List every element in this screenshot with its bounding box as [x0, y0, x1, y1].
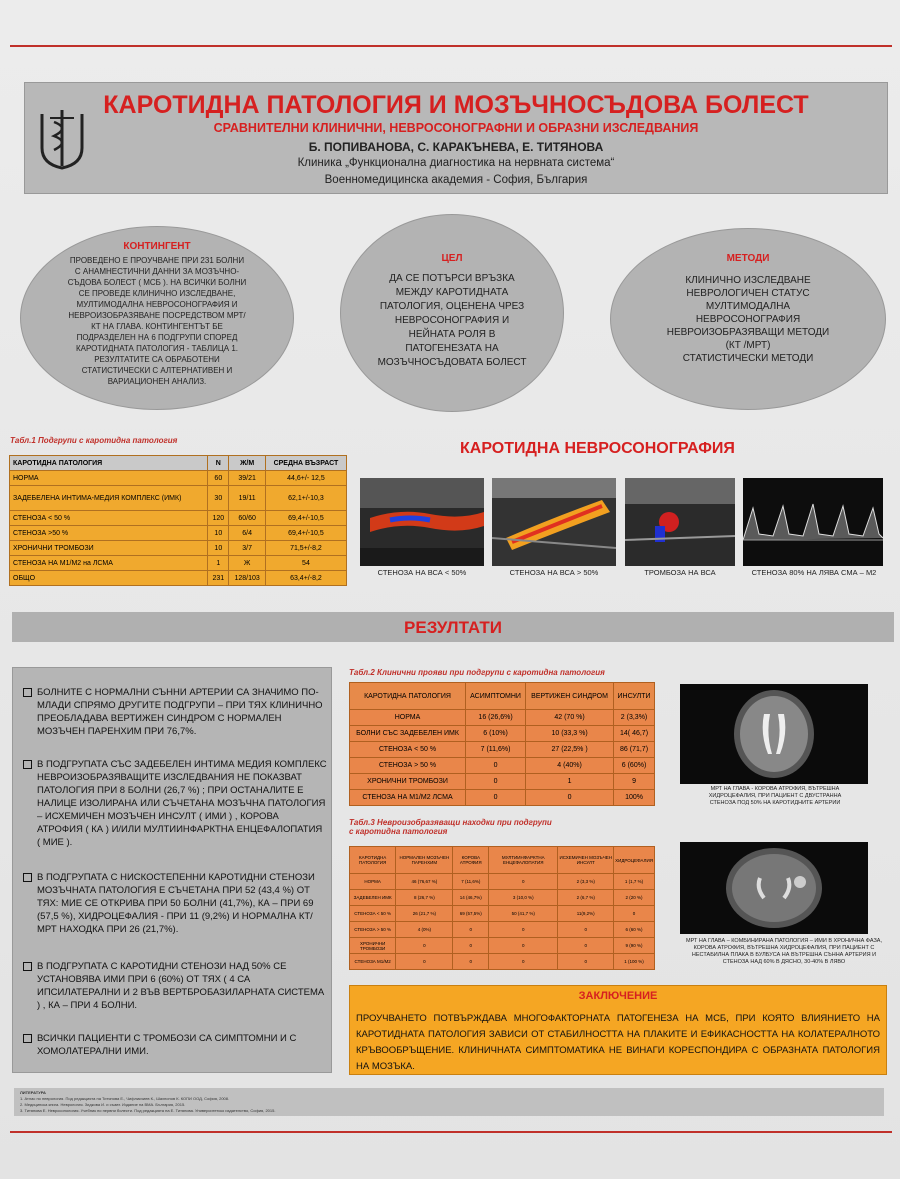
table-row: СТЕНОЗА > 50 % 4 (0%) 0 0 0 6 (60 %): [350, 922, 655, 938]
contingent-text: ПРОВЕДЕНО Е ПРОУЧВАНЕ ПРИ 231 БОЛНИ С АНАМНЕСТИЧНИ ДАННИ ЗА МОЗЪЧНО- СЪДОВА БОЛЕСТ ( МСБ ). НА ВСИЧКИ БОЛНИ СЕ ПРОВЕДЕ КЛИНИЧНО ИЗСЛЕДВАНЕ, МУЛТИМОДАЛНА НЕВРОСОНОГРАФИЯ И НЕВРОИЗОБРАЗЯВАНЕ ПОСРЕДСТВОМ МРТ/ КТ НА ГЛАВА. КОНТИНГЕНТЪТ БЕ ПОДРАЗДЕЛЕН НА 6 ПОДГРУПИ СПОРЕД КАРОТИДНАТА ПАТОЛОГИЯ - ТАБЛИЦА 1. РЕЗУЛТАТИТЕ СА ОБРАБОТЕНИ СТАТИСТИЧЕСКИ С АЛТЕРНАТИВЕН И ВАРИАЦИОНЕН АНАЛИЗ.: [67, 256, 247, 386]
table-row: СТЕНОЗА М1/М2 0 0 0 0 1 (100 %): [350, 954, 655, 970]
ultrasound-image-1: [360, 478, 484, 566]
us-caption-4: СТЕНОЗА 80% НА ЛЯВА СМА – М2: [751, 568, 877, 577]
mri-caption-2: МРТ НА ГЛАВА – КОМБИНИРАНА ПАТОЛОГИЯ – ИМИ В ХРОНИЧНА ФАЗА, КОРОВА АТРОФИЯ, ВЪТРЕШНА ХИДРОЦЕФАЛИЯ, ПРИ ПАЦИЕНТ С НЕСТАБИЛНА ПЛАКА В БУЛБУСА НА ВЪТРЕШНА СЪННА АРТЕРИЯ И СТЕНОЗА НАД 60% В ДЯСНО, 30-40% В ЛЯВО: [686, 938, 882, 965]
conclusion-heading: ЗАКЛЮЧЕНИЕ: [578, 990, 658, 1002]
table3-caption: Табл.3 Невроизобразяващи находки при подгрупи с каротидна патология: [349, 818, 552, 836]
neurosono-title: КАРОТИДНА НЕВРОСОНОГРАФИЯ: [460, 440, 735, 457]
table-row: НОРМА 16 (26,6%) 42 (70 %) 2 (3,3%): [350, 710, 655, 726]
table-row: БОЛНИ СЪС ЗАДЕБЕЛЕН ИМК 6 (10%) 10 (33,3 %) 14( 46,7): [350, 726, 655, 742]
table3: [349, 846, 655, 970]
conclusion-text: ПРОУЧВАНЕТО ПОТВЪРЖДАВА МНОГОФАКТОРНАТА ПАТОГЕНЕЗА НА МСБ, ПРИ КОЯТО ВЛИЯНИЕТО НА КАРОТИДНАТА ПАТОЛОГИЯ ЗАВИСИ ОТ СТАБИЛНОСТТА НА ПЛАКИТЕ И ЕФИКАСНОСТТА НА КОЛАТЕРАЛНОТО КРЪВООБРЪЩЕНИЕ. КЛИНИЧНАТА СИМПТОМАТИКА НЕ ВИНАГИ КОРЕСПОНДИРА С ОБРАЗНАТА ПАТОЛОГИЯ НА МОЗЪКА.: [356, 1013, 880, 1072]
mri-caption-1: МРТ НА ГЛАВА - КОРОВА АТРОФИЯ, ВЪТРЕШНА ХИДРОЦЕФАЛИЯ, ПРИ ПАЦИЕНТ С ДВУСТРАННА СТЕНОЗА ПОД 50% НА КАРОТИДНИТЕ АРТЕРИИ: [708, 786, 842, 806]
checkbox-square-icon: [23, 760, 32, 769]
ultrasound-image-3: [625, 478, 735, 566]
table-row: НОРМА 46 (76,67 %) 7 (11,6%) 0 2 (3,3 %) 1 (1,7 %): [350, 874, 655, 890]
table-row: СТЕНОЗА > 50 % 0 4 (40%) 6 (60%): [350, 758, 655, 774]
header-panel: [24, 82, 888, 194]
ultrasound-image-4: [743, 478, 883, 566]
conclusion-panel: [349, 985, 887, 1075]
table-row: СТЕНОЗА < 50 % 26 (21,7 %) 69 (57,5%) 50 (41,7 %) 11(9,2%) 0: [350, 906, 655, 922]
goal-heading: ЦЕЛ: [441, 253, 463, 264]
table-row: ХРОНИЧНИ ТРОМБОЗИ 0 1 9: [350, 774, 655, 790]
table1-caption: Табл.1 Подгрупи с каротидна патология: [10, 436, 178, 445]
clinic: Клиника „Функционална диагностика на нервната система“: [297, 157, 615, 169]
mri-image-2: [680, 842, 868, 934]
contingent-bubble: [20, 226, 294, 410]
table-row: СТЕНОЗА НА М1/М2 на ЛСМА 1 Ж 54: [10, 556, 347, 571]
table2: КАРОТИДНА ПАТОЛОГИЯ АСИМПТОМНИ ВЕРТИЖЕН СИНДРОМ ИНСУЛТИ НОРМА 16 (26,6%) 42 (70 %) 2 (3,3%) БОЛНИ СЪС ЗАДЕБЕЛЕН ИМК 6 (10%) 10 (33,3 %) 14( 46,7) СТЕНОЗА < 50 % 7 (11,6%) 27 (22,5% ) 86 (71,7) СТЕНОЗА > 50 % 0 4 (40%) 6 (60%) ХРОНИЧНИ ТРОМБОЗИ 0 1 9 СТЕНОЗА НА М1/М2 ЛСМА 0 0 100%: [349, 682, 655, 806]
us-caption-2: СТЕНОЗА НА ВСА > 50%: [509, 568, 599, 577]
mri-image-1: [680, 684, 868, 784]
table-row: СТЕНОЗА >50 % 10 6/4 69,4+/-10,5: [10, 526, 347, 541]
table2-caption: Табл.2 Клинични прояви при подгрупи с каротидна патология: [349, 668, 605, 677]
us-caption-1: СТЕНОЗА НА ВСА < 50%: [377, 568, 467, 577]
checkbox-square-icon: [23, 962, 32, 971]
top-divider: [10, 45, 892, 47]
results-bar: [12, 612, 894, 642]
results-findings-panel: БОЛНИТЕ С НОРМАЛНИ СЪННИ АРТЕРИИ СА ЗНАЧИМО ПО-МЛАДИ СПРЯМО ДРУГИТЕ ПОДГРУПИ – ПРИ ТЯХ КЛИНИЧНО ПРЕОБЛАДАВА ВЕРТИЖЕН СИНДРОМ С НОРМАЛЕН МОЗЪЧЕН ПАРЕНХИМ ПРИ 76,7%. В ПОДГРУПАТА СЪС ЗАДЕБЕЛЕН ИНТИМА МЕДИЯ КОМПЛЕКС НЕВРОИЗОБРАЗЯВАЩИТЕ ИЗСЛЕДВАНИЯ НЕ ПОКАЗВАТ ПАТОЛОГИЯ ПРИ 8 БОЛНИ (26,7 %) ; ПРИ ОСТАНАЛИТЕ Е НАЛИЦЕ ИЗОЛИРАНА ИЛИ СЪЧЕТАНА МОЗЪЧНА ПАТОЛОГИЯ – ИСХЕМИЧЕН МОЗЪЧЕН ИНСУЛТ ( ИМИ ) , КОРОВА АТРОФИЯ ( КА ) И/ИЛИ МУЛТИИНФАРКТНА ЕНЦЕФАЛОПАТИЯ ( МИЕ ). В ПОДГРУПАТА С НИСКОСТЕПЕННИ КАРОТИДНИ СТЕНОЗИ МОЗЪЧНАТА ПАТОЛОГИЯ Е СЪЧЕТАНА ПРИ 52 (43,4 %) ОТ ТЯХ: МИЕ СЕ ОТКРИВА ПРИ 50 БОЛНИ (41,7%), КА – ПРИ 69 (57,5 %), ХИДРОЦЕФАЛИЯ - ПРИ 11 (9,2%) И НОРМАЛНА КТ/МРТ НАХОДКА ПРИ 26 (21,7%). В ПОДГРУПАТА С КАРОТИДНИ СТЕНОЗИ НАД 50% СЕ УСТАНОВЯВА ИМИ ПРИ 6 (60%) ОТ ТЯХ ( 4 СА ИПСИЛАТЕРАЛНИ И 2 ВЪВ ВЕРТБРОБАЗИЛАРНАТА СИСТЕМА ) , КА – ПРИ 4 БОЛНИ. ВСИЧКИ ПАЦИЕНТИ С ТРОМБОЗИ СА СИМПТОМНИ И С ХОМОЛАТЕРАЛНИ ИМИ.: [12, 667, 332, 1073]
bottom-divider: [10, 1131, 892, 1133]
methods-text: КЛИНИЧНО ИЗСЛЕДВАНЕ НЕВРОЛОГИЧЕН СТАТУС МУЛТИМОДАЛНА НЕВРОСОНОГРАФИЯ НЕВРОИЗОБРАЗЯВАЩИ МЕТОДИ (КТ /МРТ) СТАТИСТИЧЕСКИ МЕТОДИ: [666, 275, 830, 364]
references: ЛИТЕРАТУРА 1. Атлас по неврология. Под редакцията на Титянова Е., Чифликчиев К., Шахпонов К. КОПИ ООД, София, 2008. 2. Медицинска книга. Неврология. Зидкова И. и съавт. Издание на ВМА. България, 2015. 3. Титянова Е. Невросонология. Учебник по нервни болести. Под редакцията на Е. Титянова. Университетско издателство, София, 2015.: [14, 1088, 884, 1116]
table-row: СТЕНОЗА < 50 % 7 (11,6%) 27 (22,5% ) 86 (71,7): [350, 742, 655, 758]
checkbox-square-icon: [23, 1034, 32, 1043]
methods-bubble: [610, 228, 886, 410]
table-row: ЗАДЕБЕЛЕНА ИНТИМА-МЕДИЯ КОМПЛЕКС (ИМК) 30 19/11 62,1+/-10,3: [10, 486, 347, 511]
us-caption-3: ТРОМБОЗА НА ВСА: [644, 568, 716, 577]
table-row: ЗАДЕБЕЛЕН ИМК 8 (26,7 %) 14 (46,7%) 3 (10,0 %) 2 (6,7 %) 2 (20 %): [350, 890, 655, 906]
poster-title: КАРОТИДНА ПАТОЛОГИЯ И МОЗЪЧНОСЪДОВА БОЛЕСТ: [103, 91, 809, 119]
checkbox-square-icon: [23, 873, 32, 882]
goal-bubble: [340, 214, 564, 412]
authors: Б. ПОПИВАНОВА, С. КАРАКЪНЕВА, Е. ТИТЯНОВА: [308, 140, 604, 154]
table-row: СТЕНОЗА НА М1/М2 ЛСМА 0 0 100%: [350, 790, 655, 806]
poster-subtitle: СРАВНИТЕЛНИ КЛИНИЧНИ, НЕВРОСОНОГРАФНИ И ОБРАЗНИ ИЗСЛЕДВАНИЯ: [213, 121, 699, 135]
checkbox-square-icon: [23, 688, 32, 697]
contingent-heading: КОНТИНГЕНТ: [123, 241, 191, 252]
methods-heading: МЕТОДИ: [726, 253, 770, 264]
table-row: ХРОНИЧНИ ТРОМБОЗИ 0 0 0 0 9 (90 %): [350, 938, 655, 954]
results-title: РЕЗУЛТАТИ: [404, 618, 502, 637]
academy: Военномедицинска академия - София, България: [324, 174, 588, 186]
table1: КАРОТИДНА ПАТОЛОГИЯ N Ж/М СРЕДНА ВЪЗРАСТ НОРМА 60 39/21 44,6+/- 12,5 ЗАДЕБЕЛЕНА ИНТИМА-МЕДИЯ КОМПЛЕКС (ИМК) 30 19/11 62,1+/-10,3 СТЕНОЗА < 50 % 120 60/60 69,4+/-10,5 СТЕНОЗА >50 % 10 6/4 69,4+/-10,5 ХРОНИЧНИ ТРОМБОЗИ 10 3/7 71,5+/-8,2 СТЕНОЗА НА М1/М2 на ЛСМА 1 Ж 54 ОБЩО 231 128/103 63,4+/-8,2: [9, 455, 347, 586]
academy-logo-icon: [36, 108, 88, 170]
goal-text: ДА СЕ ПОТЪРСИ ВРЪЗКА МЕЖДУ КАРОТИДНАТА ПАТОЛОГИЯ, ОЦЕНЕНА ЧРЕЗ НЕВРОСОНОГРАФИЯ И НЕЙНАТА РОЛЯ В ПАТОГЕНЕЗАТА НА МОЗЪЧНОСЪДОВАТА БОЛЕСТ: [377, 273, 527, 368]
ultrasound-image-2: [492, 478, 616, 566]
table-row: ОБЩО 231 128/103 63,4+/-8,2: [10, 571, 347, 586]
table-row: НОРМА 60 39/21 44,6+/- 12,5: [10, 471, 347, 486]
table-row: ХРОНИЧНИ ТРОМБОЗИ 10 3/7 71,5+/-8,2: [10, 541, 347, 556]
table-header-row: КАРОТИДНА ПАТОЛОГИЯ НОРМАЛЕН МОЗЪЧЕН ПАРЕНХИМ КОРОВА АТРОФИЯ МУЛТИИНФАРКТНА ЕНЦЕФАЛОПАТИЯ ИСХЕМИЧЕН МОЗЪЧЕН ИНСУЛТ ХИДРОЦЕФАЛИЯ: [350, 847, 655, 874]
table-row: СТЕНОЗА < 50 % 120 60/60 69,4+/-10,5: [10, 511, 347, 526]
